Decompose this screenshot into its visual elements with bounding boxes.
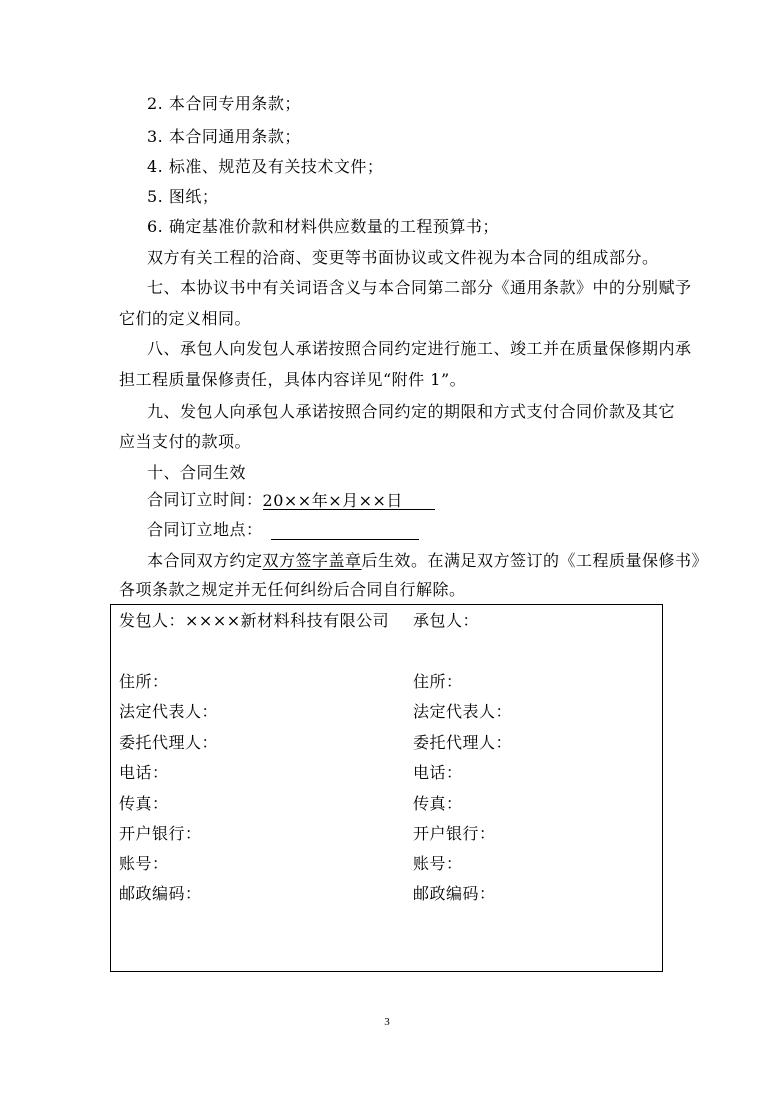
employer-bank: 开户银行： bbox=[119, 824, 202, 843]
page-number: 3 bbox=[384, 1016, 390, 1028]
employer-agent: 委托代理人： bbox=[119, 733, 219, 752]
item-6: 6. 确定基准价款和材料供应数量的工程预算书； bbox=[147, 217, 499, 236]
contractor-party: 承包人： bbox=[413, 611, 480, 630]
effect-line-2: 各项条款之规定并无任何纠纷后合同自行解除。 bbox=[119, 580, 466, 599]
contractor-legal-rep: 法定代表人： bbox=[413, 702, 513, 721]
sign-place-label: 合同订立地点： bbox=[147, 520, 263, 539]
clause-9-line-2: 应当支付的款项。 bbox=[119, 432, 252, 451]
contractor-postcode: 邮政编码： bbox=[413, 884, 496, 903]
clause-7-line-1: 七、本协议书中有关词语含义与本合同第二部分《通用条款》中的分别赋予 bbox=[147, 278, 692, 297]
employer-phone: 电话： bbox=[119, 763, 169, 782]
sign-time-field bbox=[263, 491, 435, 510]
item-4: 4. 标准、规范及有关技术文件； bbox=[147, 157, 384, 176]
effect-underlined: 双方签字盖章 bbox=[262, 551, 362, 570]
item-2: 2. 本合同专用条款； bbox=[147, 94, 301, 113]
effect-prefix: 本合同双方约定 bbox=[147, 551, 263, 570]
clause-8-line-2: 担工程质量保修责任，具体内容详见“附件 1”。 bbox=[119, 370, 467, 389]
sign-time-value: 20××年×月××日 bbox=[262, 491, 403, 510]
signature-box bbox=[110, 604, 663, 972]
clause-9-line-1: 九、发包人向承包人承诺按照合同约定的期限和方式支付合同价款及其它 bbox=[147, 402, 676, 421]
effect-line-1 bbox=[147, 551, 708, 571]
employer-address: 住所： bbox=[119, 672, 169, 691]
item-5: 5. 图纸； bbox=[147, 187, 219, 206]
contractor-fax: 传真： bbox=[413, 794, 463, 813]
contractor-account: 账号： bbox=[413, 854, 463, 873]
sign-time-label: 合同订立时间： bbox=[147, 490, 263, 509]
contractor-agent: 委托代理人： bbox=[413, 733, 513, 752]
employer-postcode: 邮政编码： bbox=[119, 884, 202, 903]
contractor-bank: 开户银行： bbox=[413, 824, 496, 843]
effect-suffix: 后生效。在满足双方签订的《工程质量保修书》 bbox=[361, 551, 709, 570]
para-negotiation: 双方有关工程的洽商、变更等书面协议或文件视为本合同的组成部分。 bbox=[147, 248, 659, 267]
item-3: 3. 本合同通用条款； bbox=[147, 127, 301, 146]
contractor-phone: 电话： bbox=[413, 763, 463, 782]
employer-party: 发包人：××××新材料科技有限公司 bbox=[119, 611, 390, 630]
sign-place-field bbox=[271, 521, 419, 540]
contractor-address: 住所： bbox=[413, 672, 463, 691]
sign-time-row bbox=[147, 490, 435, 510]
clause-10-heading: 十、合同生效 bbox=[147, 463, 247, 482]
employer-legal-rep: 法定代表人： bbox=[119, 702, 219, 721]
employer-account: 账号： bbox=[119, 854, 169, 873]
clause-7-line-2: 它们的定义相同。 bbox=[119, 309, 252, 328]
sign-place-row bbox=[147, 520, 419, 540]
clause-8-line-1: 八、承包人向发包人承诺按照合同约定进行施工、竣工并在质量保修期内承 bbox=[147, 339, 692, 358]
employer-fax: 传真： bbox=[119, 794, 169, 813]
